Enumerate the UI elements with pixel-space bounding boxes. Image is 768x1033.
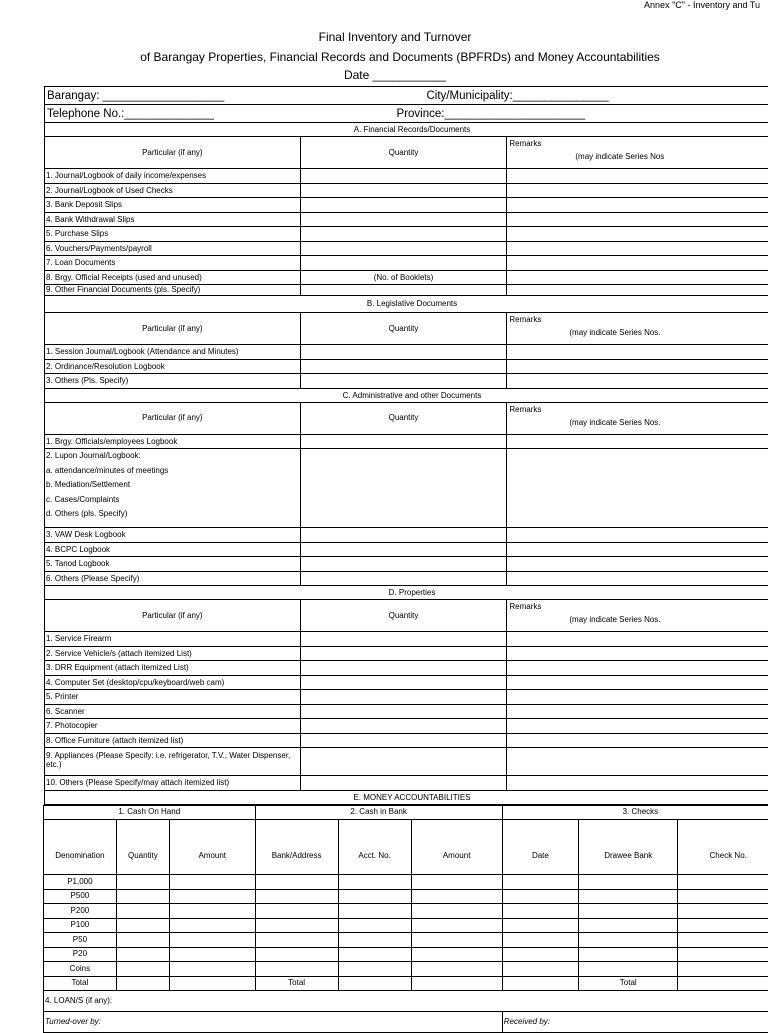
quantity-cell[interactable] — [301, 661, 508, 675]
remarks-cell[interactable] — [507, 705, 768, 719]
barangay-field[interactable]: Barangay: ___________________ — [45, 87, 424, 104]
item-label: 1. Journal/Logbook of daily income/expenses — [45, 169, 301, 183]
quantity-cell[interactable] — [301, 676, 508, 690]
section-e-title: E. MONEY ACCOUNTABILITIES — [45, 791, 768, 804]
date-cell[interactable] — [502, 947, 578, 962]
booklets-note[interactable]: (No. of Booklets) — [301, 271, 508, 285]
table-row — [44, 543, 768, 558]
quantity-cell[interactable] — [301, 242, 508, 256]
amount-cell[interactable] — [169, 875, 255, 890]
bank-address-cell[interactable] — [255, 947, 338, 962]
remarks-header — [507, 403, 768, 434]
item-label: 10. Others (Please Specify/may attach itemized list) — [45, 776, 301, 790]
section-c-title: C. Administrative and other Documents — [45, 389, 768, 402]
item-label: 1. Service Firearm — [45, 632, 301, 646]
quantity-cell[interactable] — [301, 690, 508, 704]
quantity-cell[interactable] — [116, 889, 169, 904]
denomination-cell: P20 — [44, 947, 117, 962]
table-row — [44, 661, 768, 676]
quantity-cell[interactable] — [116, 904, 169, 919]
item-label: 8. Office Furniture (attach itemized list) — [45, 734, 301, 748]
acct-no-cell[interactable] — [338, 918, 411, 933]
amount-total-cell[interactable] — [169, 976, 255, 991]
table-row — [44, 435, 768, 450]
bank-address-cell[interactable] — [255, 889, 338, 904]
remarks-cell[interactable] — [507, 719, 768, 733]
quantity-header: Quantity — [116, 820, 169, 875]
item-label: 2. Lupon Journal/Logbook: — [46, 449, 299, 464]
bank-amount-cell[interactable] — [411, 933, 502, 948]
quantity-cell[interactable] — [301, 374, 508, 388]
checks-header: 3. Checks — [502, 805, 768, 820]
amount-cell[interactable] — [169, 904, 255, 919]
item-label: 2. Ordinance/Resolution Logbook — [45, 360, 301, 374]
quantity-cell[interactable] — [116, 933, 169, 948]
loans-row — [44, 991, 768, 1012]
check-no-cell[interactable] — [678, 904, 768, 919]
denomination-cell: P100 — [44, 918, 117, 933]
remarks-cell[interactable] — [507, 543, 768, 557]
amount-cell[interactable] — [169, 947, 255, 962]
table-row — [44, 449, 768, 528]
remarks-cell[interactable] — [507, 184, 768, 198]
quantity-cell[interactable] — [116, 875, 169, 890]
item-label: 2. Journal/Logbook of Used Checks — [45, 184, 301, 198]
acct-no-cell[interactable] — [338, 933, 411, 948]
quantity-cell[interactable] — [301, 557, 508, 571]
date-cell[interactable] — [502, 933, 578, 948]
table-row — [44, 918, 768, 933]
bank-amount-cell[interactable] — [411, 918, 502, 933]
section-b-title: B. Legislative Documents — [45, 296, 768, 312]
drawee-bank-cell[interactable] — [579, 918, 678, 933]
cash-total-label: Total — [44, 976, 117, 991]
bank-address-cell[interactable] — [255, 962, 338, 977]
quantity-cell[interactable] — [301, 528, 508, 542]
item-label: 9. Appliances (Please Specify: i.e. refrigerator, T.V., Water Dispenser, etc.) — [45, 748, 301, 775]
item-label: 8. Brgy. Official Receipts (used and unused) — [45, 271, 301, 285]
remarks-header — [507, 600, 768, 631]
item-label: 3. Bank Deposit Slips — [45, 198, 301, 212]
item-label: 1. Session Journal/Logbook (Attendance and Minutes) — [45, 345, 301, 359]
province-field[interactable]: Province:______________________ — [395, 105, 768, 122]
denomination-cell: P50 — [44, 933, 117, 948]
check-no-cell[interactable] — [678, 962, 768, 977]
cash-in-bank-header: 2. Cash in Bank — [255, 805, 502, 820]
bank-amount-header: Amount — [411, 820, 502, 875]
table-row — [44, 184, 768, 199]
item-label: c. Cases/Complaints — [46, 493, 299, 508]
remarks-cell[interactable] — [507, 242, 768, 256]
table-row — [44, 285, 768, 296]
quantity-cell[interactable] — [301, 543, 508, 557]
remarks-label: Remarks — [509, 315, 541, 325]
date-field[interactable]: Date ___________ — [0, 68, 768, 82]
drawee-bank-cell[interactable] — [579, 904, 678, 919]
received-by-label[interactable]: Received by: — [502, 1012, 768, 1033]
date-total-cell[interactable] — [502, 976, 578, 991]
remarks-cell[interactable] — [507, 169, 768, 183]
item-label: 5. Tanod Logbook — [45, 557, 301, 571]
quantity-header: Quantity — [301, 600, 508, 631]
quantity-cell[interactable] — [301, 632, 508, 646]
signature-row — [44, 1012, 768, 1033]
table-row — [44, 676, 768, 691]
remarks-cell[interactable] — [507, 647, 768, 661]
totals-row — [44, 976, 768, 991]
section-d-column-header — [44, 600, 768, 632]
quantity-cell[interactable] — [301, 647, 508, 661]
remarks-cell[interactable] — [507, 227, 768, 241]
drawee-bank-header: Drawee Bank — [579, 820, 678, 875]
lupon-items — [45, 449, 301, 527]
quantity-cell[interactable] — [301, 227, 508, 241]
item-label: 7. Photocopier — [45, 719, 301, 733]
inventory-form — [44, 86, 768, 1033]
table-row — [44, 572, 768, 587]
item-label: 4. Bank Withdrawal Slips — [45, 213, 301, 227]
table-row — [44, 374, 768, 389]
quantity-cell[interactable] — [116, 947, 169, 962]
drawee-bank-cell[interactable] — [579, 875, 678, 890]
remarks-note: (may indicate Series Nos. — [569, 615, 660, 625]
quantity-cell[interactable] — [301, 748, 508, 775]
quantity-cell[interactable] — [301, 213, 508, 227]
date-cell[interactable] — [502, 918, 578, 933]
remarks-cell[interactable] — [507, 345, 768, 359]
table-row — [44, 360, 768, 375]
remarks-note: (may indicate Series Nos. — [569, 418, 660, 428]
table-row — [44, 705, 768, 720]
table-row — [44, 875, 768, 890]
drawee-bank-cell[interactable] — [579, 933, 678, 948]
amount-header: Amount — [169, 820, 255, 875]
check-no-cell[interactable] — [678, 918, 768, 933]
table-row — [44, 947, 768, 962]
item-label: 7. Loan Documents — [45, 256, 301, 270]
table-row — [44, 227, 768, 242]
quantity-cell[interactable] — [301, 184, 508, 198]
drawee-bank-cell[interactable] — [579, 947, 678, 962]
item-label: a. attendance/minutes of meetings — [46, 464, 299, 479]
acct-no-cell[interactable] — [338, 889, 411, 904]
table-row — [44, 748, 768, 776]
money-accountabilities-table — [43, 805, 768, 1033]
bank-amount-cell[interactable] — [411, 962, 502, 977]
acct-no-cell[interactable] — [338, 875, 411, 890]
remarks-cell[interactable] — [507, 734, 768, 748]
remarks-cell[interactable] — [507, 676, 768, 690]
remarks-cell[interactable] — [507, 374, 768, 388]
remarks-label: Remarks — [509, 602, 541, 612]
section-c-column-header — [44, 403, 768, 435]
drawee-bank-cell[interactable] — [579, 889, 678, 904]
acct-no-cell[interactable] — [338, 962, 411, 977]
quantity-cell[interactable] — [116, 918, 169, 933]
amount-cell[interactable] — [169, 918, 255, 933]
bank-total-label: Total — [255, 976, 338, 991]
particular-header: Particular (if any) — [45, 137, 301, 168]
remarks-note: (may indicate Series Nos — [575, 152, 664, 162]
denomination-cell: Coins — [44, 962, 117, 977]
remarks-cell[interactable] — [507, 449, 768, 527]
bank-address-cell[interactable] — [255, 875, 338, 890]
quantity-header: Quantity — [301, 403, 508, 434]
table-row — [44, 962, 768, 977]
quantity-header: Quantity — [301, 313, 508, 344]
date-header: Date — [502, 820, 578, 875]
quantity-cell[interactable] — [301, 285, 508, 295]
item-label: 9. Other Financial Documents (pls. Specify) — [45, 285, 301, 295]
remarks-cell[interactable] — [507, 256, 768, 270]
table-row — [44, 557, 768, 572]
table-row — [44, 169, 768, 184]
item-label: b. Mediation/Settlement — [46, 478, 299, 493]
table-row — [44, 345, 768, 360]
table-row — [44, 776, 768, 791]
table-row — [44, 719, 768, 734]
item-label: 3. Others (Pls. Specify) — [45, 374, 301, 388]
table-row — [44, 647, 768, 662]
acct-no-header: Acct. No. — [338, 820, 411, 875]
particular-header: Particular (if any) — [45, 600, 301, 631]
denomination-cell: P500 — [44, 889, 117, 904]
date-cell[interactable] — [502, 875, 578, 890]
quantity-cell[interactable] — [301, 360, 508, 374]
bank-amount-total-cell[interactable] — [411, 976, 502, 991]
section-a-column-header — [44, 137, 768, 169]
particular-header: Particular (if any) — [45, 403, 301, 434]
check-no-cell[interactable] — [678, 933, 768, 948]
quantity-header: Quantity — [301, 137, 508, 168]
remarks-cell[interactable] — [507, 271, 768, 285]
date-cell[interactable] — [502, 904, 578, 919]
check-no-cell[interactable] — [678, 875, 768, 890]
table-row — [44, 256, 768, 271]
table-row — [44, 198, 768, 213]
table-row — [44, 690, 768, 705]
turned-over-by-label[interactable]: Turned-over by: — [44, 1012, 503, 1033]
item-label: 6. Vouchers/Payments/payroll — [45, 242, 301, 256]
city-field[interactable]: City/Municipality:_______________ — [424, 87, 768, 104]
date-cell[interactable] — [502, 889, 578, 904]
amount-cell[interactable] — [169, 933, 255, 948]
item-label: 1. Brgy. Officials/employees Logbook — [45, 435, 301, 449]
quantity-cell[interactable] — [301, 169, 508, 183]
amount-cell[interactable] — [169, 889, 255, 904]
remarks-cell[interactable] — [507, 198, 768, 212]
remarks-cell[interactable] — [507, 360, 768, 374]
quantity-cell[interactable] — [301, 719, 508, 733]
remarks-cell[interactable] — [507, 557, 768, 571]
bank-amount-cell[interactable] — [411, 875, 502, 890]
denomination-header: Denomination — [44, 820, 117, 875]
remarks-cell[interactable] — [507, 572, 768, 586]
remarks-cell[interactable] — [507, 435, 768, 449]
cash-on-hand-header: 1. Cash On Hand — [44, 805, 256, 820]
item-label: 5. Purchase Slips — [45, 227, 301, 241]
bank-amount-cell[interactable] — [411, 889, 502, 904]
section-b-column-header — [44, 313, 768, 345]
bank-amount-cell[interactable] — [411, 947, 502, 962]
acct-no-cell[interactable] — [338, 947, 411, 962]
table-row — [44, 271, 768, 286]
bank-address-cell[interactable] — [255, 904, 338, 919]
check-no-cell[interactable] — [678, 947, 768, 962]
form-title: Final Inventory and Turnover — [0, 30, 768, 44]
item-label: d. Others (pls. Specify) — [46, 507, 299, 522]
quantity-total-cell[interactable] — [116, 976, 169, 991]
table-row — [44, 933, 768, 948]
denomination-cell: P200 — [44, 904, 117, 919]
bank-address-cell[interactable] — [255, 918, 338, 933]
table-row — [44, 889, 768, 904]
section-d-title: D. Properties — [45, 586, 768, 599]
item-label: 3. DRR Equipment (attach itemized List) — [45, 661, 301, 675]
item-label: 4. BCPC Logbook — [45, 543, 301, 557]
bank-address-cell[interactable] — [255, 933, 338, 948]
quantity-cell[interactable] — [301, 435, 508, 449]
quantity-cell[interactable] — [116, 962, 169, 977]
loans-label[interactable]: 4. LOAN/S (if any): — [44, 991, 768, 1012]
drawee-bank-cell[interactable] — [579, 962, 678, 977]
table-row — [44, 632, 768, 647]
remarks-cell[interactable] — [507, 690, 768, 704]
remarks-cell[interactable] — [507, 285, 768, 295]
table-row — [44, 528, 768, 543]
remarks-label: Remarks — [509, 405, 541, 415]
remarks-label: Remarks — [509, 139, 541, 149]
remarks-cell[interactable] — [507, 528, 768, 542]
quantity-cell[interactable] — [301, 198, 508, 212]
check-total-cell[interactable] — [678, 976, 768, 991]
item-label: 3. VAW Desk Logbook — [45, 528, 301, 542]
remarks-note: (may indicate Series Nos. — [569, 328, 660, 338]
item-label: 6. Others (Please Specify) — [45, 572, 301, 586]
item-label: 6. Scanner — [45, 705, 301, 719]
table-row — [44, 242, 768, 257]
bank-address-header: Bank/Address — [255, 820, 338, 875]
form-subtitle: of Barangay Properties, Financial Records and Documents (BPFRDs) and Money Accountabilities — [0, 50, 768, 64]
check-no-cell[interactable] — [678, 889, 768, 904]
quantity-cell[interactable] — [301, 776, 508, 790]
table-row — [44, 213, 768, 228]
annex-label: Annex "C" - Inventory and Tu — [644, 0, 760, 11]
acct-total-cell[interactable] — [338, 976, 411, 991]
header-row-1 — [44, 87, 768, 105]
section-a-title: A. Financial Records/Documents — [45, 123, 768, 136]
table-row — [44, 734, 768, 749]
remarks-cell[interactable] — [507, 776, 768, 790]
remarks-cell[interactable] — [507, 632, 768, 646]
telephone-field[interactable]: Telephone No.:______________ — [45, 105, 395, 122]
quantity-cell[interactable] — [301, 345, 508, 359]
amount-cell[interactable] — [169, 962, 255, 977]
checks-total-label: Total — [579, 976, 678, 991]
quantity-cell[interactable] — [301, 572, 508, 586]
quantity-cell[interactable] — [301, 449, 508, 527]
item-label: 4. Computer Set (desktop/cpu/keyboard/web cam) — [45, 676, 301, 690]
date-cell[interactable] — [502, 962, 578, 977]
bank-amount-cell[interactable] — [411, 904, 502, 919]
acct-no-cell[interactable] — [338, 904, 411, 919]
item-label: 5. Printer — [45, 690, 301, 704]
table-row — [44, 904, 768, 919]
check-no-header: Check No. — [678, 820, 768, 875]
quantity-cell[interactable] — [301, 256, 508, 270]
quantity-cell[interactable] — [301, 734, 508, 748]
denomination-cell: P1,000 — [44, 875, 117, 890]
particular-header: Particular (if any) — [45, 313, 301, 344]
remarks-header — [507, 137, 768, 168]
remarks-header — [507, 313, 768, 344]
remarks-cell[interactable] — [507, 213, 768, 227]
remarks-cell[interactable] — [507, 661, 768, 675]
remarks-cell[interactable] — [507, 748, 768, 775]
quantity-cell[interactable] — [301, 705, 508, 719]
item-label: 2. Service Vehicle/s (attach itemized List) — [45, 647, 301, 661]
header-row-2 — [44, 105, 768, 123]
